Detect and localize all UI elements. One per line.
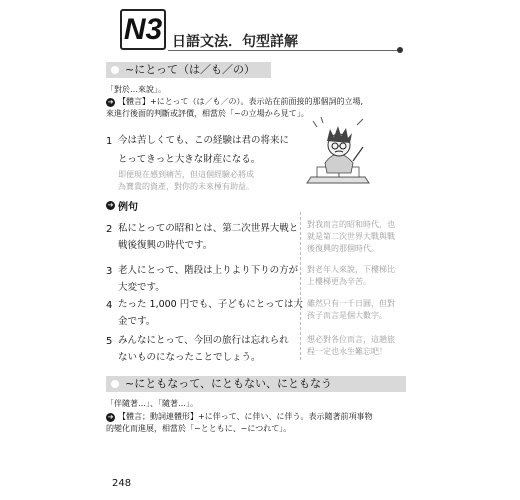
example-translation: 為寶貴的資產，對你的未來極有助益。 <box>118 182 254 191</box>
example-sentence: 戦後復興の時代です。 <box>118 240 213 251</box>
example-number: 2 <box>106 224 113 235</box>
example-translation: 孩子而言是個大數字。 <box>307 311 387 320</box>
example-translation: 對我而言的昭和時代，也 <box>307 220 395 229</box>
example-sentence: とってきっと大きな財産になる。 <box>118 154 261 165</box>
example-sentence: 大変です。 <box>118 282 165 293</box>
level-badge: N3 <box>120 9 166 50</box>
title-rule-dot <box>397 47 403 53</box>
example-translation: 想必對各位而言，這趟旅 <box>307 335 395 344</box>
circle-arrow-icon: ➔ <box>107 413 114 421</box>
title-underline <box>168 50 399 51</box>
student-studying-illustration <box>303 117 373 185</box>
example-translation: 程一定也永生難忘吧！ <box>307 347 387 356</box>
example-number: 3 <box>106 266 113 277</box>
example-number: 4 <box>106 300 113 311</box>
explanation-line: 【體言】+にとって（は／も／の）。表示站在前面接的那個詞的立場, <box>118 97 364 106</box>
example-translation: 即便現在感到痛苦，但這個經驗必將成 <box>118 170 254 179</box>
example-sentence: みんなにとって、今回の旅行は忘れられ <box>118 335 289 346</box>
example-translation: 上樓梯更為辛苦。 <box>307 277 371 286</box>
example-translation: 就是第二次世界大戰與戰 <box>307 232 395 241</box>
pattern-meaning: 「對於…來說」。 <box>106 85 166 94</box>
pattern-title: ~にともなって、にともない、にともなう <box>125 377 332 390</box>
white-dot-icon <box>111 66 119 74</box>
example-number: 1 <box>106 136 113 147</box>
example-sentence: たった 1,000 円でも、子どもにとっては大 <box>118 299 304 310</box>
explanation-line: 的變化而進展，相當於「~とともに、~につれて」。 <box>106 424 292 433</box>
example-translation: 雖然只有一千日圓，但對 <box>307 299 395 308</box>
example-sentence: 金です。 <box>118 316 156 327</box>
example-translation: 後復興的那個時代。 <box>307 244 379 253</box>
examples-heading: 例句 <box>118 202 138 213</box>
circle-arrow-icon: ➔ <box>107 201 114 209</box>
white-dot-icon <box>111 380 119 388</box>
pattern-bar <box>106 62 271 78</box>
example-translation: 對老年人來說，下樓梯比 <box>307 265 395 274</box>
circle-arrow-icon: ➔ <box>107 98 114 106</box>
explanation-line: 【體言；動詞連體形】+に伴って、に伴い、に伴う。表示隨著前項事物 <box>118 412 373 421</box>
pattern-bar <box>106 376 406 392</box>
pattern-meaning: 「伴隨著…」、「隨著…」。 <box>106 399 198 408</box>
example-number: 5 <box>106 336 113 347</box>
book-title: 日語文法．句型詳解 <box>172 34 298 50</box>
explanation-line: 來進行後面的判斷或評價，相當於「~の立場から見て」。 <box>106 109 309 118</box>
pattern-title: ~にとって（は／も／の） <box>125 63 255 76</box>
example-sentence: 今は苦しくても、この経験は君の将来に <box>118 135 290 146</box>
page-number: 248 <box>112 478 132 489</box>
example-sentence: ないものになったことでしょう。 <box>118 352 261 363</box>
example-sentence: 老人にとって、階段は上りより下りの方が <box>118 265 299 276</box>
example-sentence: 私にとっての昭和とは、第二次世界大戦と <box>118 223 299 234</box>
column-divider <box>300 212 301 360</box>
